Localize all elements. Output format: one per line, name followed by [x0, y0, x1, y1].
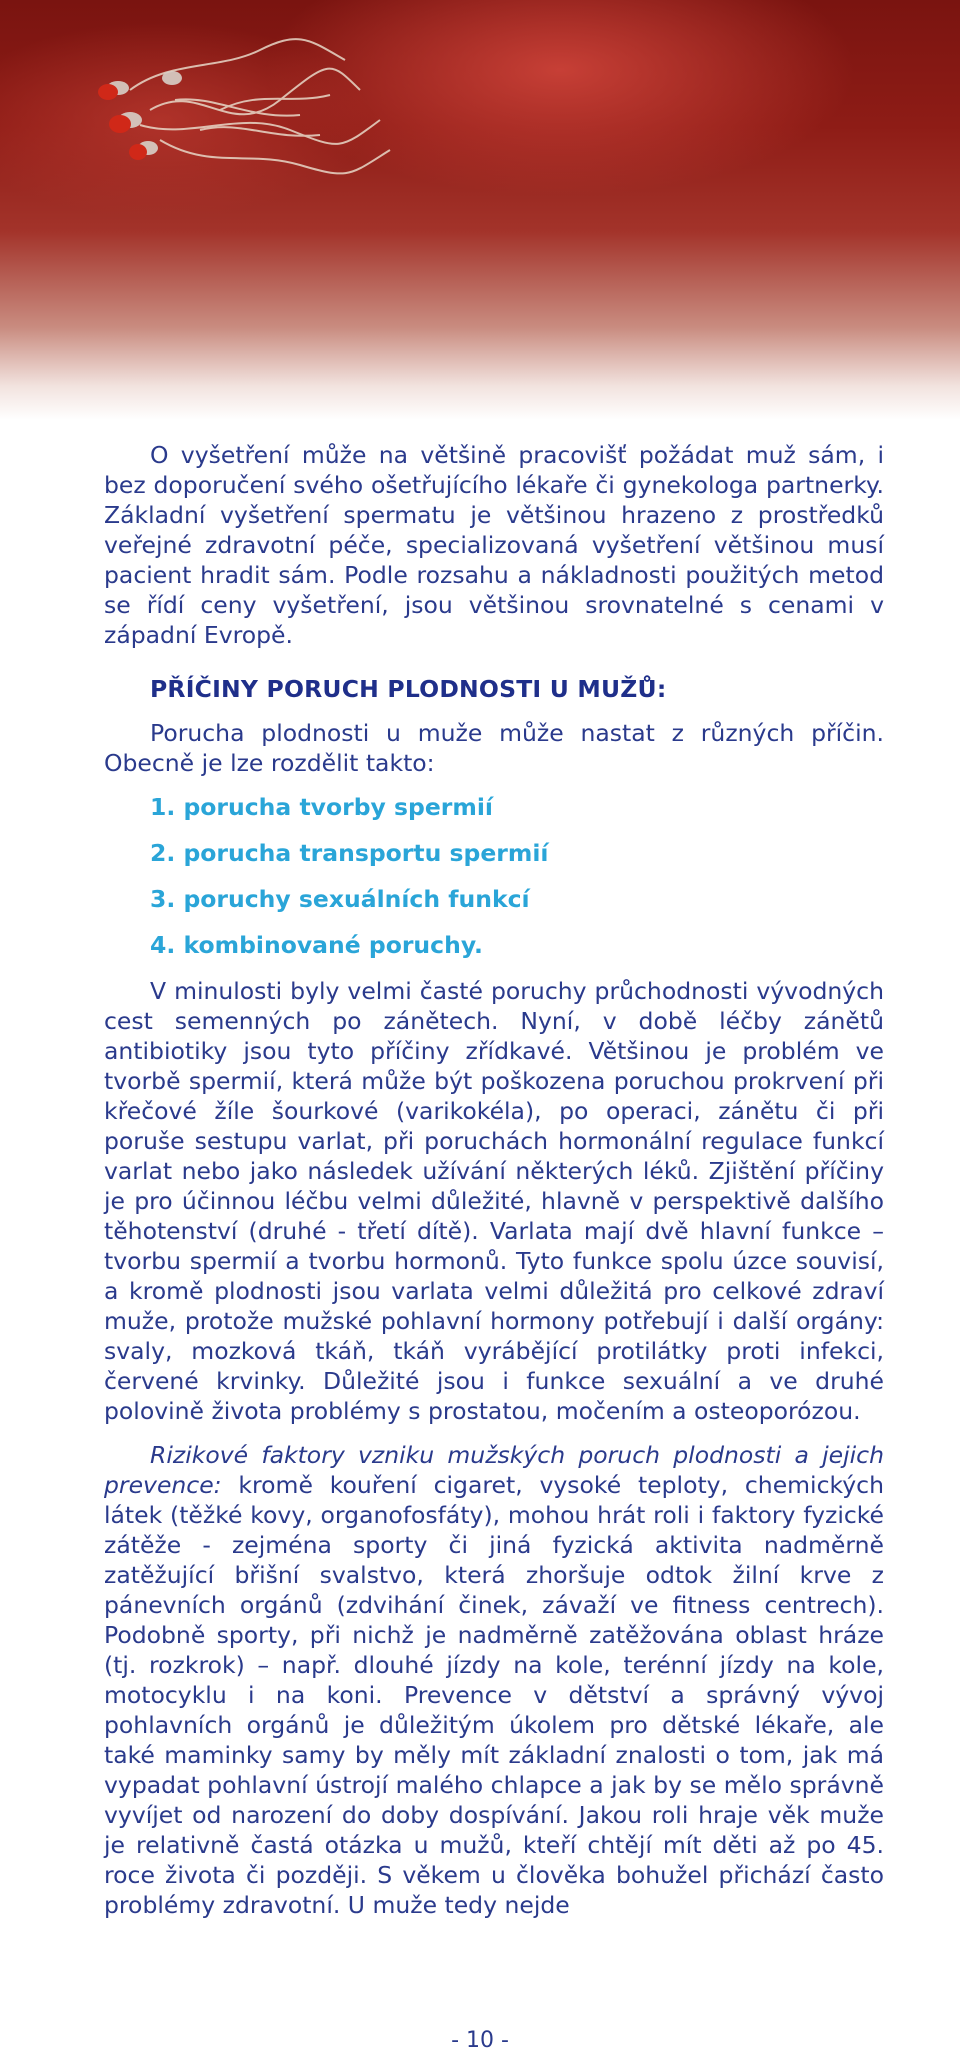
article-body — [104, 440, 884, 1934]
paragraph-examination: O vyšetření může na většině pracovišť požádat muž sám, i bez doporučení svého ošetřujícího lékaře či gynekologa partnerky. Základní vyšetření spermatu je většinou hrazeno z prostředků veřejné zdravotní péče, specializovaná vyšetření většinou musí pacient hradit sám. Podle rozsahu a nákladnosti použitých metod se řídí ceny vyšetření, jsou většinou srovnatelné s cenami v západní Evropě. — [104, 441, 884, 649]
paragraph-causes-intro: Porucha plodnosti u muže může nastat z různých příčin. Obecně je lze rozdělit takto: — [104, 719, 884, 777]
list-item: 3. poruchy sexuálních funkcí — [150, 885, 530, 913]
page-number: - 10 - — [451, 2028, 509, 2053]
sperm-illustration — [0, 0, 960, 420]
section-heading: PŘÍČINY PORUCH PLODNOSTI U MUŽŮ: — [150, 675, 667, 703]
risk-factors-lead: Rizikové faktory vzniku mužských poruch plodnosti a jejich prevence: — [104, 1441, 884, 1499]
causes-list — [150, 792, 884, 960]
paragraph-risk-factors — [104, 1440, 884, 1920]
risk-factors-text: kromě kouření cigaret, vysoké teploty, chemických látek (těžké kovy, organofosfáty), mohou hrát roli i faktory fyzické zátěže - zejména sporty či jiná fyzická aktivita nadměrně zatěžující břišní svalstvo, která zhoršuje odtok žilní krve z pánevních orgánů (zdvihání činek, závaží ve fitness centrech). Podobně sporty, při nichž je nadměrně zatěžována oblast hráze (tj. rozkrok) – např. dlouhé jízdy na kole, terénní jízdy na kole, motocyklu i na koni. Prevence v dětství a správný vývoj pohlavních orgánů je důležitým úkolem pro dětské lékaře, ale také maminky samy by měly mít základní znalosti o tom, jak má vypadat pohlavní ústrojí malého chlapce a jak by se mělo správně vyvíjet od narození do doby dospívání. Jakou roli hraje věk muže je relativně častá otázka u mužů, kteří chtějí mít děti až po 45. roce života či později. S věkem u člověka bohužel přichází často problémy zdravotní. U muže tedy nejde — [104, 1471, 884, 1919]
list-item: 2. porucha transportu spermií — [150, 839, 549, 867]
list-item: 4. kombinované poruchy. — [150, 931, 483, 959]
list-item: 1. porucha tvorby spermií — [150, 793, 493, 821]
paragraph-history: V minulosti byly velmi časté poruchy průchodnosti vývodných cest semenných po zánětech. Nyní, v době léčby zánětů antibiotiky jsou tyto příčiny zřídkavé. Většinou je problém ve tvorbě spermií, která může být poškozena poruchou prokrvení při křečové žíle šourkové (varikokéla), po operaci, zánětu či při poruše sestupu varlat, při poruchách hormonální regulace funkcí varlat nebo jako následek užívání některých léků. Zjištění příčiny je pro účinnou léčbu velmi důležité, hlavně v perspektivě dalšího těhotenství (druhé - třetí dítě). Varlata mají dvě hlavní funkce – tvorbu spermií a tvorbu hormonů. Tyto funkce spolu úzce souvisí, a kromě plodnosti jsou varlata velmi důležitá pro celkové zdraví muže, protože mužské pohlavní hormony potřebují i další orgány: svaly, mozková tkáň, tkáň vyrábějící protilátky proti infekci, červené krvinky. Důležité jsou i funkce sexuální a ve druhé polovině života problémy s prostatou, močením a osteoporózou. — [104, 977, 884, 1425]
header-banner-image — [0, 0, 960, 420]
